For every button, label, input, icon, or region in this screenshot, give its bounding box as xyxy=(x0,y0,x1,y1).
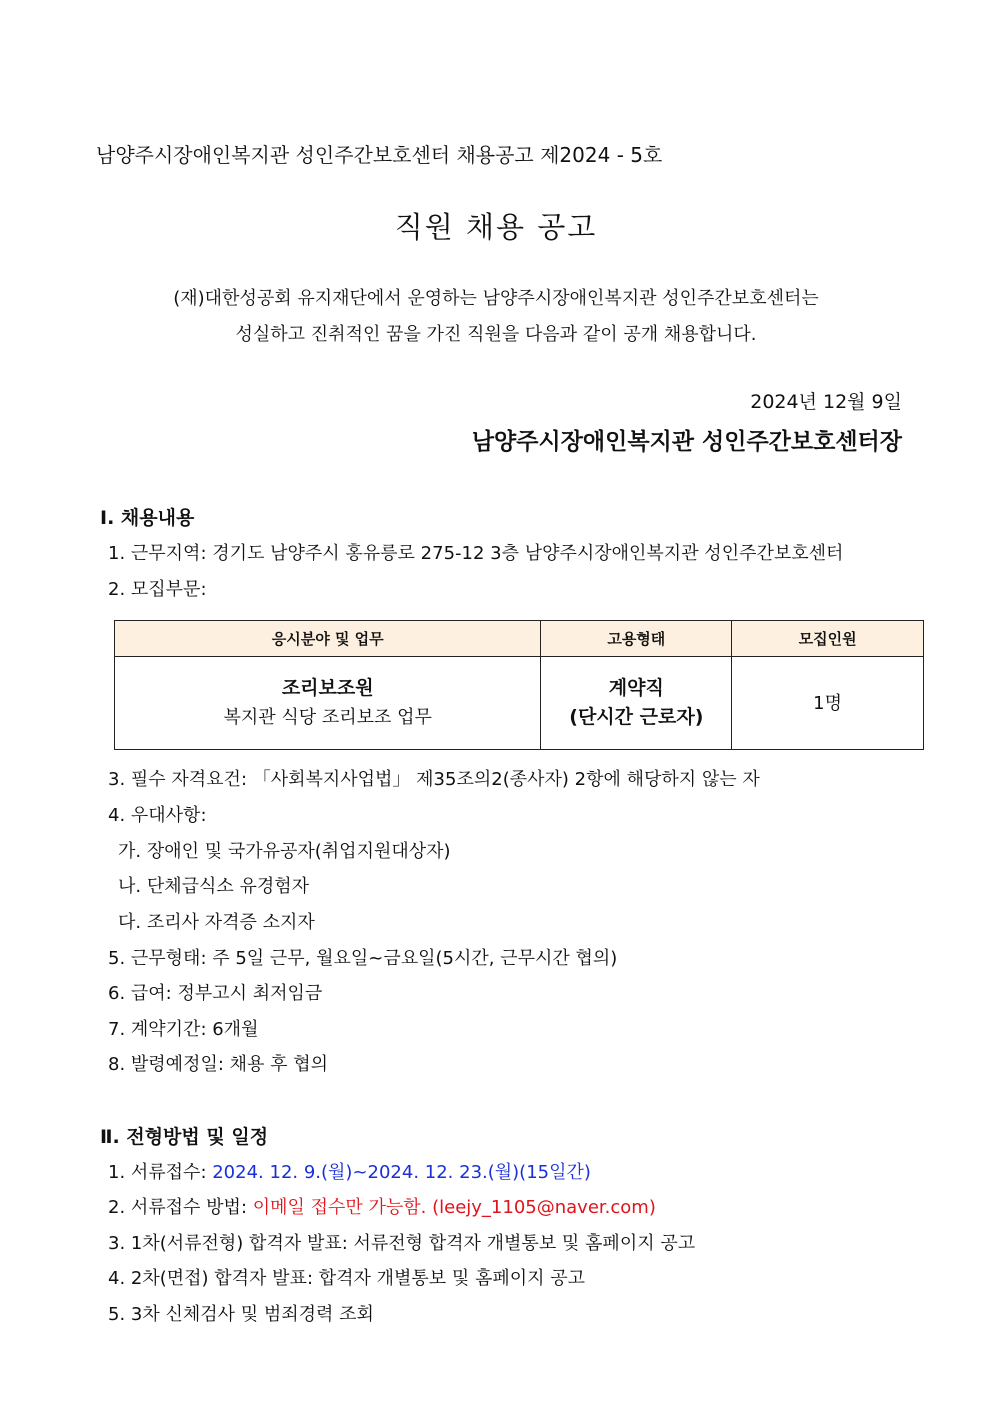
section-1-heading: Ⅰ. 채용내용 xyxy=(100,507,195,529)
intro-line-2: 성실하고 진취적인 꿈을 가진 직원을 다음과 같이 공개 채용합니다. xyxy=(235,324,757,345)
requirement-item: 3. 필수 자격요건: 「사회복지사업법」 제35조의2(종사자) 2항에 해당하지 않는 자 xyxy=(108,769,760,790)
notice-date: 2024년 12월 9일 xyxy=(750,391,902,413)
position-cell xyxy=(115,657,541,750)
preference-item: 4. 우대사항: xyxy=(108,805,207,826)
second-round-item: 4. 2차(면접) 합격자 발표: 합격자 개별통보 및 홈페이지 공고 xyxy=(108,1268,586,1289)
table-header-row xyxy=(115,621,924,657)
employment-type-detail: (단시간 근로자) xyxy=(569,706,704,728)
contract-period-item: 7. 계약기간: 6개월 xyxy=(108,1019,259,1040)
preference-subitem: 다. 조리사 자격증 소지자 xyxy=(118,912,315,933)
salary-item: 6. 급여: 정부고시 최저임금 xyxy=(108,983,323,1004)
submission-method-label: 2. 서류접수 방법: xyxy=(108,1197,253,1218)
document-submission-label: 1. 서류접수: xyxy=(108,1162,213,1183)
table-header-cell: 응시분야 및 업무 xyxy=(115,621,541,657)
employment-type-cell xyxy=(541,657,732,750)
third-round-item: 5. 3차 신체검사 및 범죄경력 조회 xyxy=(108,1304,374,1325)
document-submission-item xyxy=(108,1161,591,1185)
appointment-date-item: 8. 발령예정일: 채용 후 협의 xyxy=(108,1054,329,1075)
document-submission-period: 2024. 12. 9.(월)~2024. 12. 23.(월)(15일간) xyxy=(212,1162,591,1183)
work-type-item: 5. 근무형태: 주 5일 근무, 월요일~금요일(5시간, 근무시간 협의) xyxy=(108,948,618,969)
table-header-cell: 고용형태 xyxy=(541,621,732,657)
page-title: 직원 채용 공고 xyxy=(394,210,598,244)
notice-number: 남양주시장애인복지관 성인주간보호센터 채용공고 제2024 - 5호 xyxy=(96,143,663,167)
table-header-cell: 모집인원 xyxy=(732,621,924,657)
table-row xyxy=(115,657,924,750)
preference-subitem: 나. 단체급식소 유경험자 xyxy=(118,876,310,897)
submission-method-value: 이메일 접수만 가능함. (leejy_1105@naver.com) xyxy=(252,1197,656,1218)
recruit-area-item: 2. 모집부문: xyxy=(108,579,207,600)
recruitment-table xyxy=(114,620,924,750)
submission-method-item xyxy=(108,1196,656,1220)
first-round-item: 3. 1차(서류전형) 합격자 발표: 서류전형 합격자 개별통보 및 홈페이지 공고 xyxy=(108,1233,696,1254)
workplace-item: 1. 근무지역: 경기도 남양주시 홍유릉로 275-12 3층 남양주시장애인복지관 성인주간보호센터 xyxy=(108,543,844,564)
position-description: 복지관 식당 조리보조 업무 xyxy=(223,707,432,728)
headcount-cell: 1명 xyxy=(732,657,924,750)
section-2-heading: Ⅱ. 전형방법 및 일정 xyxy=(100,1126,269,1148)
intro-line-1: (재)대한성공회 유지재단에서 운영하는 남양주시장애인복지관 성인주간보호센터는 xyxy=(173,288,819,309)
organization-name: 남양주시장애인복지관 성인주간보호센터장 xyxy=(471,429,902,455)
position-title: 조리보조원 xyxy=(281,677,374,699)
employment-type: 계약직 xyxy=(608,677,664,699)
preference-subitem: 가. 장애인 및 국가유공자(취업지원대상자) xyxy=(118,841,451,862)
